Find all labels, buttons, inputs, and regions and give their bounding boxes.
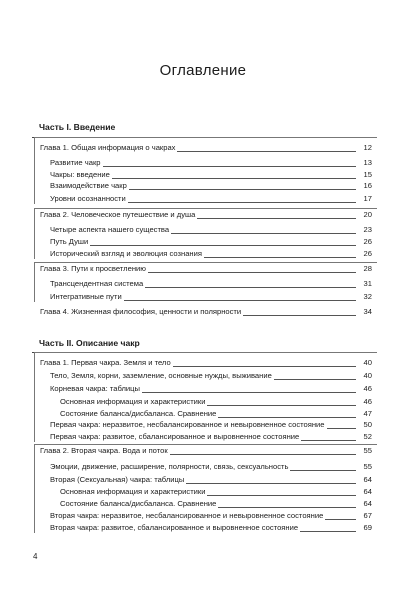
entry-page-number: 55 (363, 446, 372, 455)
entry-page-number: 16 (363, 181, 372, 190)
entry-page-number: 26 (363, 249, 372, 258)
entry-label: Состояние баланса/дисбаланса. Сравнение (60, 409, 217, 418)
entry-page-number: 50 (363, 420, 372, 429)
section-entry[interactable] (50, 419, 372, 430)
entry-label: Взаимодействие чакр (50, 181, 127, 190)
entry-label: Тело, Земля, корни, заземление, основные нужды, выживание (50, 371, 272, 380)
entry-page-number: 32 (363, 292, 372, 301)
entry-page-number: 46 (363, 384, 372, 393)
section-entry[interactable] (50, 193, 372, 204)
entry-label: Вторая чакра: развитое, сбалансированное и выровненное состояние (50, 523, 299, 532)
entry-label: Чакры: введение (50, 170, 110, 179)
chapter-entry[interactable] (40, 445, 372, 456)
section-entry[interactable] (50, 180, 372, 191)
entry-page-number: 46 (363, 397, 372, 406)
entry-label: Путь Души (50, 237, 89, 246)
section-entry[interactable] (60, 408, 372, 419)
section-entry[interactable] (50, 383, 372, 394)
entry-label: Первая чакра: неразвитое, несбалансированное и невыровненное состояние (50, 420, 325, 429)
entry-page-number: 12 (363, 143, 372, 152)
chapter-entry[interactable] (40, 357, 372, 368)
page-title: Оглавление (159, 62, 247, 79)
part-title: Часть II. Описание чакр (39, 338, 140, 348)
page-number: 4 (33, 552, 38, 561)
entry-page-number: 13 (363, 158, 372, 167)
entry-label: Вторая (Сексуальная) чакра: таблицы (50, 475, 185, 484)
entry-page-number: 52 (363, 432, 372, 441)
section-entry[interactable] (50, 474, 372, 485)
chapter-entry[interactable] (40, 263, 372, 274)
entry-label: Корневая чакра: таблицы (50, 384, 140, 393)
section-entry[interactable] (50, 248, 372, 259)
section-entry[interactable] (50, 169, 372, 180)
entry-page-number: 67 (363, 511, 372, 520)
section-entry[interactable] (50, 291, 372, 302)
entry-label: Развитие чакр (50, 158, 101, 167)
leader-line (50, 245, 356, 246)
entry-label: Глава 4. Жизненная философия, ценности и полярности (40, 307, 242, 316)
section-entry[interactable] (50, 157, 372, 168)
entry-page-number: 28 (363, 264, 372, 273)
entry-page-number: 34 (363, 307, 372, 316)
entry-page-number: 64 (363, 487, 372, 496)
entry-label: Основная информация и характеристики (60, 487, 206, 496)
entry-page-number: 47 (363, 409, 372, 418)
entry-page-number: 40 (363, 371, 372, 380)
entry-page-number: 31 (363, 279, 372, 288)
entry-label: Эмоции, движение, расширение, полярности, связь, сексуальность (50, 462, 289, 471)
section-entry[interactable] (50, 370, 372, 381)
entry-label: Первая чакра: развитое, сбалансированное и выровненное состояние (50, 432, 300, 441)
entry-label: Состояние баланса/дисбаланса. Сравнение (60, 499, 217, 508)
entry-page-number: 55 (363, 462, 372, 471)
section-entry[interactable] (50, 522, 372, 533)
section-entry[interactable] (50, 278, 372, 289)
entry-label: Четыре аспекта нашего существа (50, 225, 170, 234)
entry-page-number: 64 (363, 499, 372, 508)
entry-label: Основная информация и характеристики (60, 397, 206, 406)
entry-page-number: 40 (363, 358, 372, 367)
section-entry[interactable] (60, 486, 372, 497)
chapter-entry[interactable] (40, 306, 372, 317)
entry-label: Вторая чакра: неразвитое, несбалансированное и невыровненное состояние (50, 511, 324, 520)
entry-label: Глава 2. Вторая чакра. Вода и поток (40, 446, 168, 455)
entry-page-number: 64 (363, 475, 372, 484)
entry-label: Исторический взгляд и эволюция сознания (50, 249, 202, 258)
entry-page-number: 23 (363, 225, 372, 234)
section-entry[interactable] (60, 396, 372, 407)
chapter-entry[interactable] (40, 142, 372, 153)
part-title: Часть I. Введение (39, 122, 116, 132)
entry-label: Глава 3. Пути к просветлению (40, 264, 146, 273)
entry-label: Трансцендентная система (50, 279, 144, 288)
entry-page-number: 17 (363, 194, 372, 203)
entry-label: Глава 2. Человеческое путешествие и душа (40, 210, 196, 219)
entry-page-number: 69 (363, 523, 372, 532)
entry-label: Глава 1. Общая информация о чакрах (40, 143, 176, 152)
chapter-entry[interactable] (40, 209, 372, 220)
section-entry[interactable] (50, 431, 372, 442)
section-entry[interactable] (50, 236, 372, 247)
entry-label: Уровни осознанности (50, 194, 126, 203)
section-entry[interactable] (50, 224, 372, 235)
section-entry[interactable] (60, 498, 372, 509)
entry-label: Интегративные пути (50, 292, 122, 301)
entry-page-number: 15 (363, 170, 372, 179)
entry-page-number: 20 (363, 210, 372, 219)
section-entry[interactable] (50, 510, 372, 521)
section-entry[interactable] (50, 461, 372, 472)
entry-page-number: 26 (363, 237, 372, 246)
entry-label: Глава 1. Первая чакра. Земля и тело (40, 358, 171, 367)
